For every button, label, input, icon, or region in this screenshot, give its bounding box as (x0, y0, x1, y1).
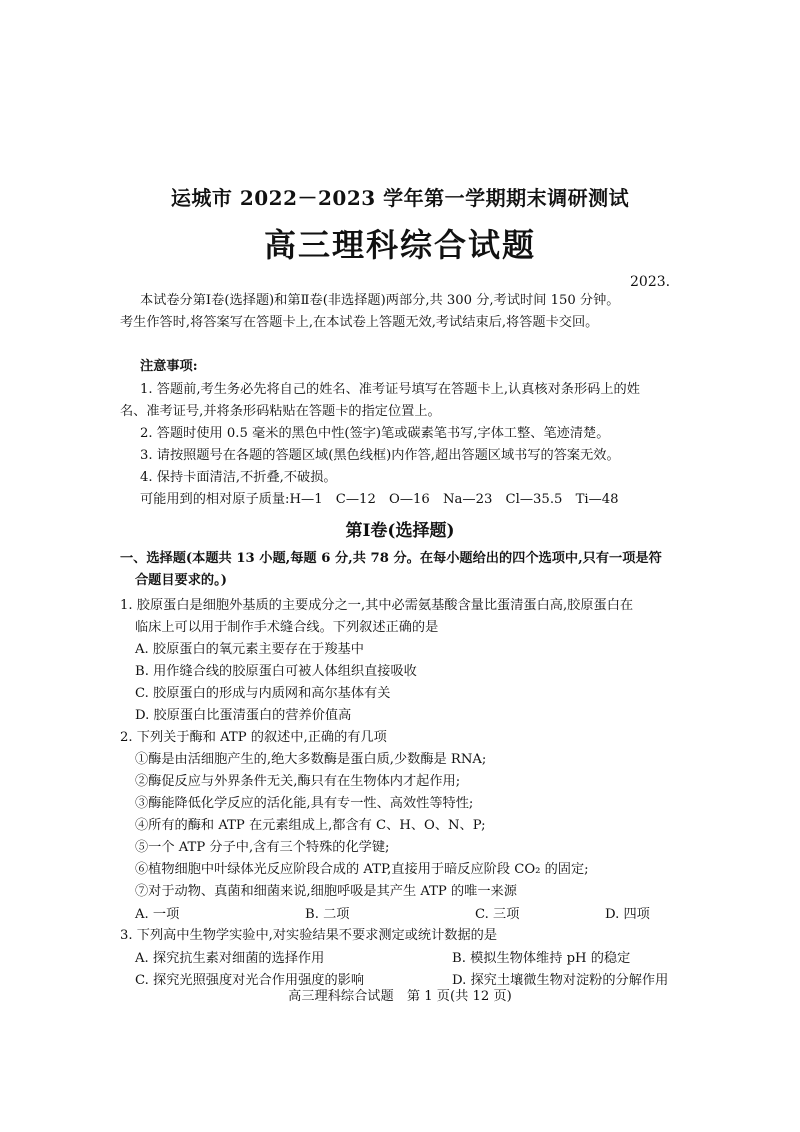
q3-option-d: D. 探究土壤微生物对淀粉的分解作用 (452, 973, 669, 988)
q2-statement-3: ③酶能降低化学反应的活化能,具有专一性、高效性等特性; (135, 796, 474, 811)
q2-statement-4: ④所有的酶和 ATP 在元素组成上,都含有 C、H、O、N、P; (135, 818, 486, 833)
section-instruction-cont: 合题目要求的。) (135, 573, 227, 588)
q1-option-d: D. 胶原蛋白比蛋清蛋白的营养价值高 (135, 708, 352, 723)
q2-option-a: A. 一项 (135, 907, 180, 922)
q1-option-b: B. 用作缝合线的胶原蛋白可被人体组织直接吸收 (135, 664, 417, 679)
q3-option-b: B. 模拟生物体维持 pH 的稳定 (452, 951, 631, 966)
q2-stem: 2. 下列关于酶和 ATP 的叙述中,正确的有几项 (120, 730, 387, 745)
q2-statement-5: ⑤一个 ATP 分子中,含有三个特殊的化学键; (135, 840, 390, 855)
q2-statement-7: ⑦对于动物、真菌和细菌来说,细胞呼吸是其产生 ATP 的唯一来源 (135, 884, 517, 899)
q1-option-c: C. 胶原蛋白的形成与内质网和高尔基体有关 (135, 686, 391, 701)
atomic-masses: 可能用到的相对原子质量:H—1 C—12 O—16 Na—23 Cl—35.5 Ti—48 (140, 492, 619, 507)
q2-option-c: C. 三项 (475, 907, 520, 922)
notice-item-4: 4. 保持卡面清洁,不折叠,不破损。 (140, 470, 337, 485)
notice-item-3: 3. 请按照题号在各题的答题区域(黑色线框)内作答,超出答题区域书写的答案无效。 (140, 448, 620, 463)
q2-statement-6: ⑥植物细胞中叶绿体光反应阶段合成的 ATP,直接用于暗反应阶段 CO₂ 的固定; (135, 862, 589, 877)
q2-statement-1: ①酶是由活细胞产生的,绝大多数酶是蛋白质,少数酶是 RNA; (135, 752, 487, 767)
intro-line-1: 本试卷分第Ⅰ卷(选择题)和第Ⅱ卷(非选择题)两部分,共 300 分,考试时间 150 分钟。 (140, 293, 620, 308)
exam-title: 运城市 2022－2023 学年第一学期期末调研测试 (170, 186, 630, 210)
exam-date: 2023. (630, 274, 671, 290)
q3-option-a: A. 探究抗生素对细菌的选择作用 (135, 951, 325, 966)
notice-item-1: 1. 答题前,考生务必先将自己的姓名、准考证号填写在答题卡上,认真核对条形码上的姓 (140, 382, 640, 397)
notice-item-1-cont: 名、准考证号,并将条形码粘贴在答题卡的指定位置上。 (120, 404, 441, 419)
notice-heading: 注意事项: (140, 359, 198, 374)
notice-item-2: 2. 答题时使用 0.5 毫米的黑色中性(签字)笔或碳素笔书写,字体工整、笔迹清楚。 (140, 426, 610, 441)
intro-line-2: 考生作答时,将答案写在答题卡上,在本试卷上答题无效,考试结束后,将答题卡交回。 (120, 315, 599, 330)
q1-stem: 1. 胶原蛋白是细胞外基质的主要成分之一,其中必需氨基酸含量比蛋清蛋白高,胶原蛋白在 (120, 598, 634, 613)
q2-option-d: D. 四项 (605, 907, 650, 922)
section-instruction: 一、选择题(本题共 13 小题,每题 6 分,共 78 分。在每小题给出的四个选项中,只有一项是符 (120, 551, 662, 566)
q2-statement-2: ②酶促反应与外界条件无关,酶只有在生物体内才起作用; (135, 774, 461, 789)
q2-option-b: B. 二项 (305, 907, 350, 922)
q3-option-c: C. 探究光照强度对光合作用强度的影响 (135, 973, 365, 988)
q3-stem: 3. 下列高中生物学实验中,对实验结果不要求测定或统计数据的是 (120, 928, 498, 943)
q1-stem-cont: 临床上可以用于制作手术缝合线。下列叙述正确的是 (135, 620, 439, 635)
page-footer: 高三理科综合试题 第 1 页(共 12 页) (288, 989, 512, 1004)
q1-option-a: A. 胶原蛋白的氧元素主要存在于羧基中 (135, 642, 364, 657)
exam-subtitle: 高三理科综合试题 (263, 226, 536, 264)
section-title: 第Ⅰ卷(选择题) (345, 521, 455, 541)
